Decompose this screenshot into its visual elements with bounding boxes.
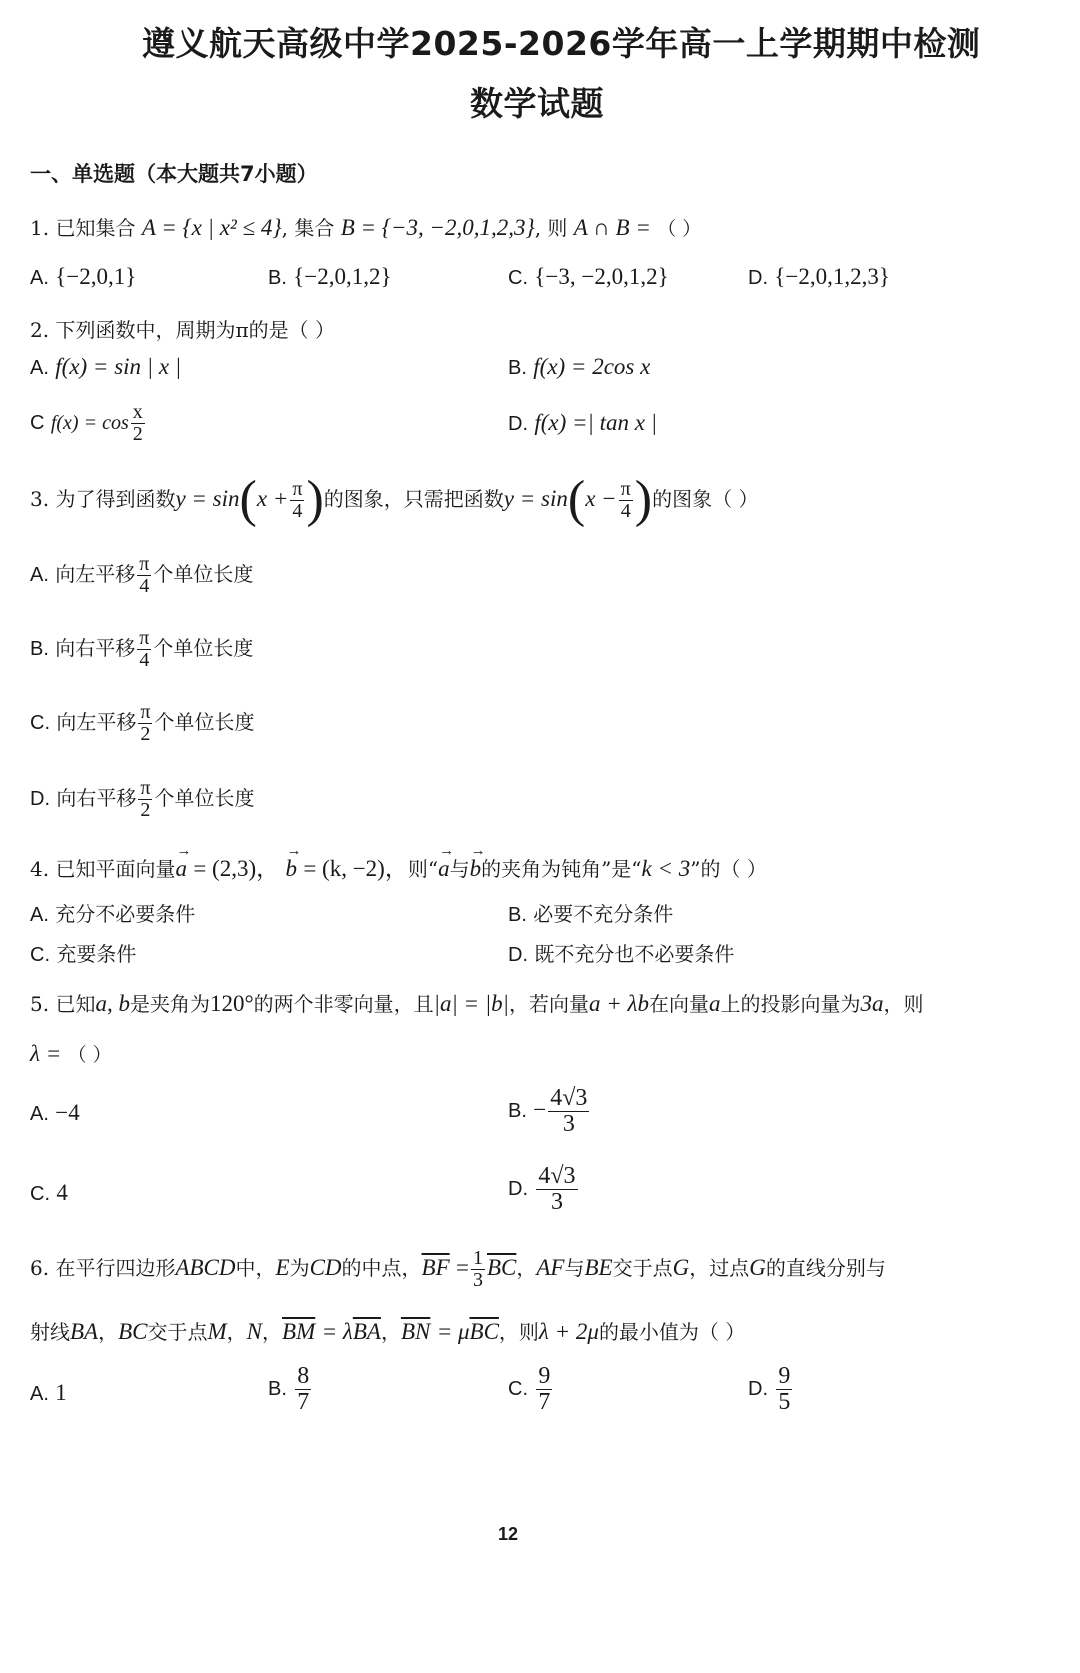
question-number: 1. [30,216,50,240]
q4-option-c[interactable]: C. 充要条件 [30,942,137,966]
q3-option-c[interactable]: C. 向左平移 $\frac{\pi}{2}$ 个单位长度 [30,701,255,745]
page-subtitle: 数学试题 [470,84,604,123]
q6-option-b[interactable]: B. $\frac{8}{7}$ [268,1363,310,1416]
q5-option-d[interactable]: D. $\frac{4√3}{3}$ [508,1163,576,1216]
q4-option-b[interactable]: B. 必要不充分条件 [508,902,674,926]
question-1: 1. 已知集合 A = {x | x² ≤ 4}, 集合 B = {−3, −2,0,1,2,3}, 则 A ∩ B = （ ） [30,215,702,240]
q1-option-a[interactable]: A. {−2,0,1} [30,264,137,289]
question-5-line-2: λ = （ ） [30,1041,112,1066]
q4-option-d[interactable]: D. 既不充分也不必要条件 [508,942,735,966]
question-number: 4. [30,857,50,881]
question-number: 2. [30,318,50,342]
set-b: B = {−3, −2,0,1,2,3} [340,215,535,240]
question-2: 2. 下列函数中，周期为π的是（ ） [30,318,335,342]
question-6-line-2: 射线BA，BC交于点M，N，$\overline{BM} = \lambda\overline{BA}$，$\overline{BN} = \mu\overline{BC}$，则λ + 2μ的最小值为（ ） [30,1319,746,1344]
q1-option-b[interactable]: B. {−2,0,1,2} [268,264,392,289]
q5-option-c[interactable]: C. 4 [30,1180,68,1205]
page-title: 遵义航天高级中学2025-2026学年高一上学期期中检测 [142,24,981,63]
q4-option-a[interactable]: A. 充分不必要条件 [30,902,196,926]
question-4: 4. 已知平面向量→ a = (2,3)， → b = (k, −2)，则“→ a与→ b的夹角为钝角”是“k < 3”的（ ） [30,850,767,883]
question-number: 6. [30,1256,50,1280]
question-5: 5. 已知a, b是夹角为120°的两个非零向量，且|a| = |b|，若向量a + λb在向量a上的投影向量为3a，则 [30,991,924,1016]
question-number: 5. [30,992,50,1016]
q3-option-d[interactable]: D. 向右平移 $\frac{\pi}{2}$ 个单位长度 [30,777,255,821]
q5-option-a[interactable]: A. −4 [30,1100,80,1125]
q1-option-d[interactable]: D. {−2,0,1,2,3} [748,264,890,289]
q3-option-b[interactable]: B. 向右平移 $\frac{\pi}{4}$ 个单位长度 [30,627,254,671]
q3-option-a[interactable]: A. 向左平移 $\frac{\pi}{4}$ 个单位长度 [30,553,254,597]
question-3: 3. 为了得到函数y = sin(x + $\frac{\pi}{4}$ )的图象，只需把函数y = sin(x − $\frac{\pi}{4}$ )的图象（ ） [30,471,759,528]
q1-option-c[interactable]: C. {−3, −2,0,1,2} [508,264,669,289]
question-6: 6. 在平行四边形ABCD中，E为CD的中点，$\overline{BF}$ = $\frac{1}{3}$ $\overline{BC}$，AF与BE交于点G，过点G的直线分别与 [30,1247,886,1291]
q5-option-b[interactable]: B. − $\frac{4√3}{3}$ [508,1085,588,1138]
q6-option-c[interactable]: C. $\frac{9}{7}$ [508,1363,551,1416]
q6-option-d[interactable]: D. $\frac{9}{5}$ [748,1363,791,1416]
q2-option-a[interactable]: A. f(x) = sin | x | [30,354,182,379]
question-number: 3. [30,487,50,511]
q2-option-c[interactable]: C f(x) = cos $\frac{x}{2}$ [30,401,143,445]
q2-option-b[interactable]: B. f(x) = 2cos x [508,354,651,379]
page-number: 12 [498,1524,519,1544]
q2-option-d[interactable]: D. f(x) =| tan x | [508,410,658,435]
set-a: A = {x | x² ≤ 4} [141,215,282,240]
q6-option-a[interactable]: A. 1 [30,1380,67,1405]
section-heading: 一、单选题（本大题共7小题） [30,162,318,186]
